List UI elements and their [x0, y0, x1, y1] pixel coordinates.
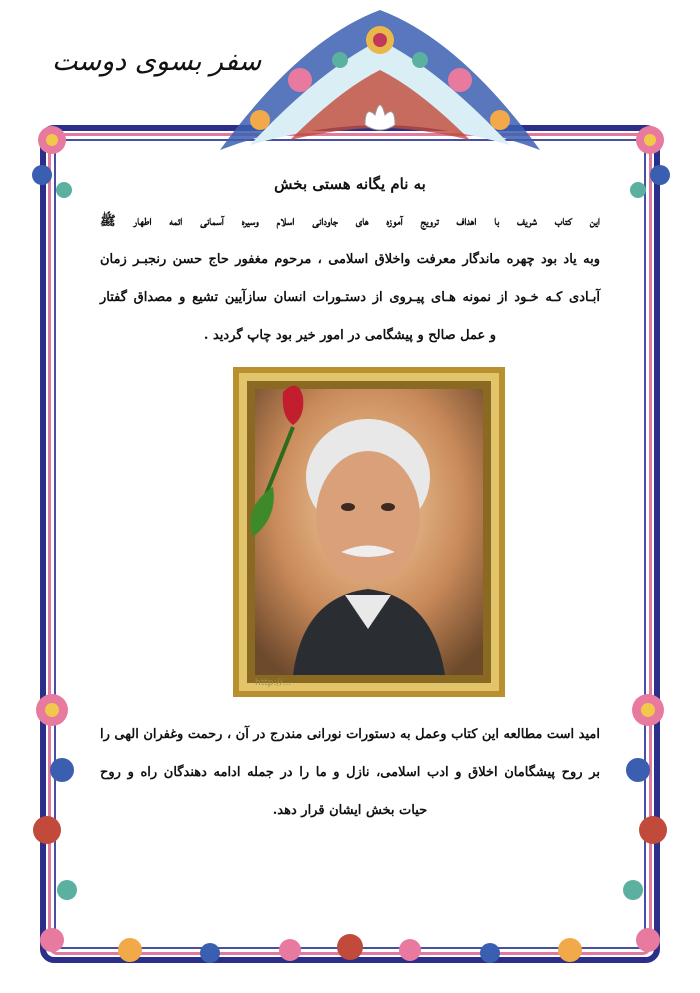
intro-line: و عمل صالح و پیشگامی در امور خیر بود چاپ گردید . [203, 328, 497, 343]
portrait-frame [233, 367, 505, 697]
intro-line: وبه یاد بود چهره ماندگار معرفت واخلاق اسلامی ، مرحوم مغفور حاج حسن رنجبـر زمان [100, 252, 600, 267]
intro-paragraph [100, 203, 600, 355]
intro-line: این کتاب شریف با اهداف ترویج آموزه های جاودانی اسلام وسیره آسمانی ائمه اطهار ﷺ [100, 214, 600, 229]
closing-line: بر روح پیشگامان اخلاق و ادب اسلامی، نازل و ما را در جمله ادامه دهندگان راه و روح [100, 765, 600, 780]
closing-line: حیات بخش ایشان قرار دهد. [272, 803, 428, 818]
bottom-right-floral-ornament [608, 670, 678, 970]
top-left-floral-ornament [22, 110, 82, 210]
photo-watermark: http://... [255, 678, 292, 688]
top-floral-ornament [180, 0, 580, 170]
intro-line: آبـادی کـه خـود از نمونه هـای پیـروی از دستـورات انسان سازآیین تشیع و مصداق گفتار [100, 290, 600, 305]
closing-line: امید است مطالعه این کتاب وعمل به دستورات نورانی مندرج در آن ، رحمت وغفران الهی را [99, 727, 600, 742]
bottom-floral-ornament [90, 925, 610, 975]
page-title: به نام یگانه هستی بخش [274, 175, 426, 193]
top-right-floral-ornament [620, 110, 680, 210]
calligraphy-title: سفر بسوی دوست [52, 46, 262, 77]
closing-paragraph [100, 716, 600, 830]
bottom-left-floral-ornament [22, 670, 92, 970]
